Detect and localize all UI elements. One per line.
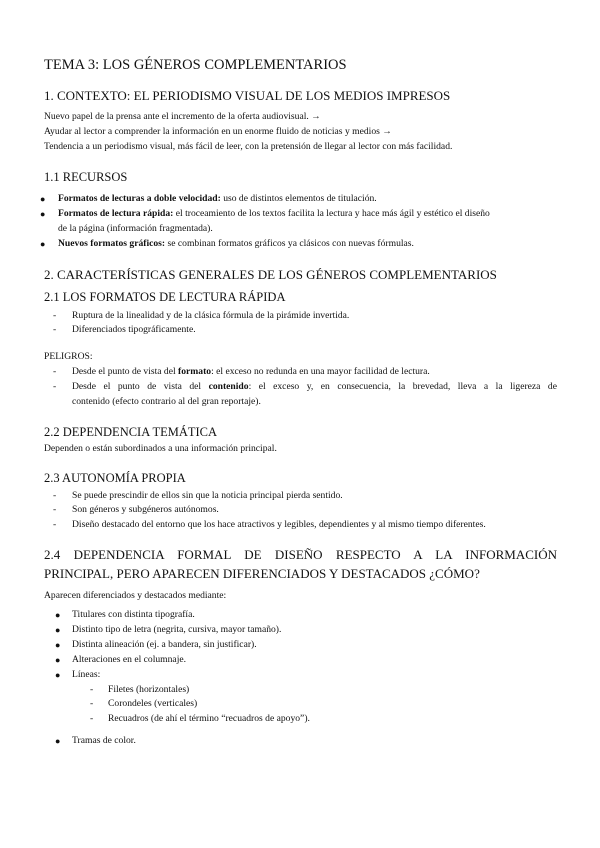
dash-icon: - xyxy=(90,684,94,695)
dash-icon: - xyxy=(53,366,57,377)
dash-icon: - xyxy=(53,504,57,515)
dash-icon: - xyxy=(90,698,94,709)
section-1-heading: 1. CONTEXTO: EL PERIODISMO VISUAL DE LOS MEDIOS IMPRESOS xyxy=(44,88,451,103)
section-2-heading: 2. CARACTERÍSTICAS GENERALES DE LOS GÉNEROS COMPLEMENTARIOS xyxy=(44,267,497,282)
section-2-4-heading: PRINCIPAL, PERO APARECEN DIFERENCIADOS Y DESTACADOS ¿CÓMO? xyxy=(44,566,480,581)
bullet-icon: ● xyxy=(55,610,61,620)
section-1-line: Tendencia a un periodismo visual, más fácil de leer, con la pretensión de llegar al lector con más facilidad. xyxy=(44,141,453,152)
section-2-4-heading: 2.4 DEPENDENCIA FORMAL DE DISEÑO RESPECTO A LA INFORMACIÓN xyxy=(44,547,557,562)
item-bold: Formatos de lectura rápida: xyxy=(58,208,174,219)
section-2-1-heading: 2.1 LOS FORMATOS DE LECTURA RÁPIDA xyxy=(44,290,286,304)
item-text: el troceamiento de los textos facilita la lectura y hace más ágil y estético el diseño xyxy=(173,208,490,219)
item-text: de la página (información fragmentada). xyxy=(58,223,213,234)
bullet-icon: ● xyxy=(40,209,46,219)
dash-icon: - xyxy=(53,324,57,335)
bullet-icon: ● xyxy=(55,625,61,635)
item-text: se combinan formatos gráficos ya clásicos con nuevas fórmulas. xyxy=(165,238,414,249)
section-2-4-intro: Aparecen diferenciados y destacados mediante: xyxy=(44,590,227,601)
section-2-2-heading: 2.2 DEPENDENCIA TEMÁTICA xyxy=(44,425,218,439)
bullet-icon: ● xyxy=(40,239,46,249)
item-text: uso de distintos elementos de titulación. xyxy=(220,193,377,204)
dash-icon: - xyxy=(53,490,57,501)
section-2-2-text: Dependen o están subordinados a una información principal. xyxy=(44,443,277,454)
dash-icon: - xyxy=(53,310,57,321)
section-2-3-heading: 2.3 AUTONOMÍA PROPIA xyxy=(44,471,186,485)
dash-icon: - xyxy=(90,713,94,724)
section-1-line: Nuevo papel de la prensa ante el incremento de la oferta audiovisual. → xyxy=(44,111,321,122)
section-1-1-heading: 1.1 RECURSOS xyxy=(44,170,128,184)
bullet-icon: ● xyxy=(40,194,46,204)
dash-icon: - xyxy=(53,381,57,392)
section-1-line: Ayudar al lector a comprender la información en un enorme fluido de noticias y medios → xyxy=(44,126,392,137)
bullet-icon: ● xyxy=(55,736,61,746)
item-bold: Formatos de lecturas a doble velocidad: xyxy=(58,193,221,204)
bullet-icon: ● xyxy=(55,640,61,650)
dash-icon: - xyxy=(53,519,57,530)
bullet-icon: ● xyxy=(55,655,61,665)
peligros-label: PELIGROS: xyxy=(44,351,93,362)
item-bold: Nuevos formatos gráficos: xyxy=(58,238,166,249)
document-title: TEMA 3: LOS GÉNEROS COMPLEMENTARIOS xyxy=(44,57,347,73)
bullet-icon: ● xyxy=(55,670,61,680)
